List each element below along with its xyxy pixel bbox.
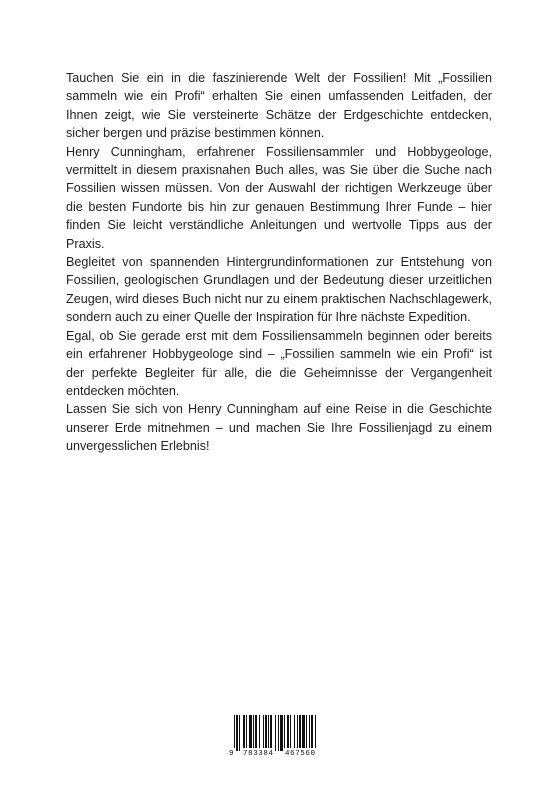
barcode-bar <box>302 715 305 751</box>
barcode-bar <box>280 715 283 751</box>
blurb-paragraph-author: Henry Cunningham, erfahrener Fossiliensammler und Hobbygeologe, vermittelt in diesem praxisnahen Buch alles, was Sie über die Suche nach Fossilien wissen müssen. Von der Auswahl der richtigen Werkzeuge über die besten Fundorte bis hin zur genauen Bestimmung Ihrer Funde – hier finden Sie leicht verständliche Anleitungen und wertvolle Tipps aus der Praxis. <box>66 144 492 251</box>
barcode-digits <box>228 748 330 760</box>
barcode-bar <box>294 715 295 751</box>
barcode-bar <box>268 715 269 751</box>
barcode-bar <box>315 715 316 751</box>
barcode-bar <box>284 715 285 751</box>
barcode-bar <box>311 715 313 751</box>
blurb-paragraph-closing: Lassen Sie sich von Henry Cunningham auf eine Reise in die Geschichte unserer Erde mitnehmen – und machen Sie Ihre Fossilienjagd zu einem unvergesslichen Erlebnis! <box>66 402 492 454</box>
barcode-bar <box>234 715 235 751</box>
barcode-bar <box>253 715 254 751</box>
barcode-bars <box>228 713 330 753</box>
barcode-bar <box>265 715 267 751</box>
isbn-barcode <box>228 713 330 761</box>
barcode-digits-left: 783384 <box>243 750 274 758</box>
blurb-paragraph-intro: Tauchen Sie ein in die faszinierende Welt der Fossilien! Mit „Fossilien sammeln wie ein Profi“ erhalten Sie einen umfassenden Leitfaden, der Ihnen zeigt, wie Sie versteinerte Schätze der Erdgeschichte entdecken, sicher bergen und präzise bestimmen können. <box>66 71 492 141</box>
blurb-text <box>66 69 492 456</box>
blurb-paragraph-background: Begleitet von spannenden Hintergrundinformationen zur Entstehung von Fossilien, geologischen Grundlagen und der Bedeutung dieser urzeitlichen Zeugen, wird dieses Buch nicht nur zu einem praktischen Nachschlagewerk, sondern auch zu einer Quelle der Inspiration für Ihre nächste Expedition. <box>66 255 492 325</box>
barcode-bar <box>287 715 289 751</box>
barcode-bar <box>309 715 310 751</box>
barcode-bar <box>275 715 276 751</box>
barcode-bar <box>270 715 272 751</box>
barcode-digit-first: 9 <box>229 750 234 758</box>
barcode-bar <box>259 715 260 751</box>
barcode-bar <box>299 715 301 751</box>
barcode-bar <box>243 715 245 751</box>
barcode-bar <box>290 715 291 751</box>
barcode-bar <box>297 715 298 751</box>
barcode-bar <box>255 715 257 751</box>
barcode-bar <box>246 715 247 751</box>
barcode-bar <box>263 715 264 751</box>
barcode-digits-right: 467560 <box>285 750 316 758</box>
barcode-bar <box>236 715 238 751</box>
blurb-paragraph-audience: Egal, ob Sie gerade erst mit dem Fossiliensammeln beginnen oder bereits ein erfahrener Hobbygeologe sind – „Fossilien sammeln wie ein Profi“ ist der perfekte Begleiter für alle, die die Geheimnisse der Vergangenheit entdecken möchten. <box>66 328 492 398</box>
barcode-bar <box>239 715 240 751</box>
barcode-bar <box>249 715 252 751</box>
barcode-bar <box>306 715 307 751</box>
barcode-bar <box>278 715 279 751</box>
